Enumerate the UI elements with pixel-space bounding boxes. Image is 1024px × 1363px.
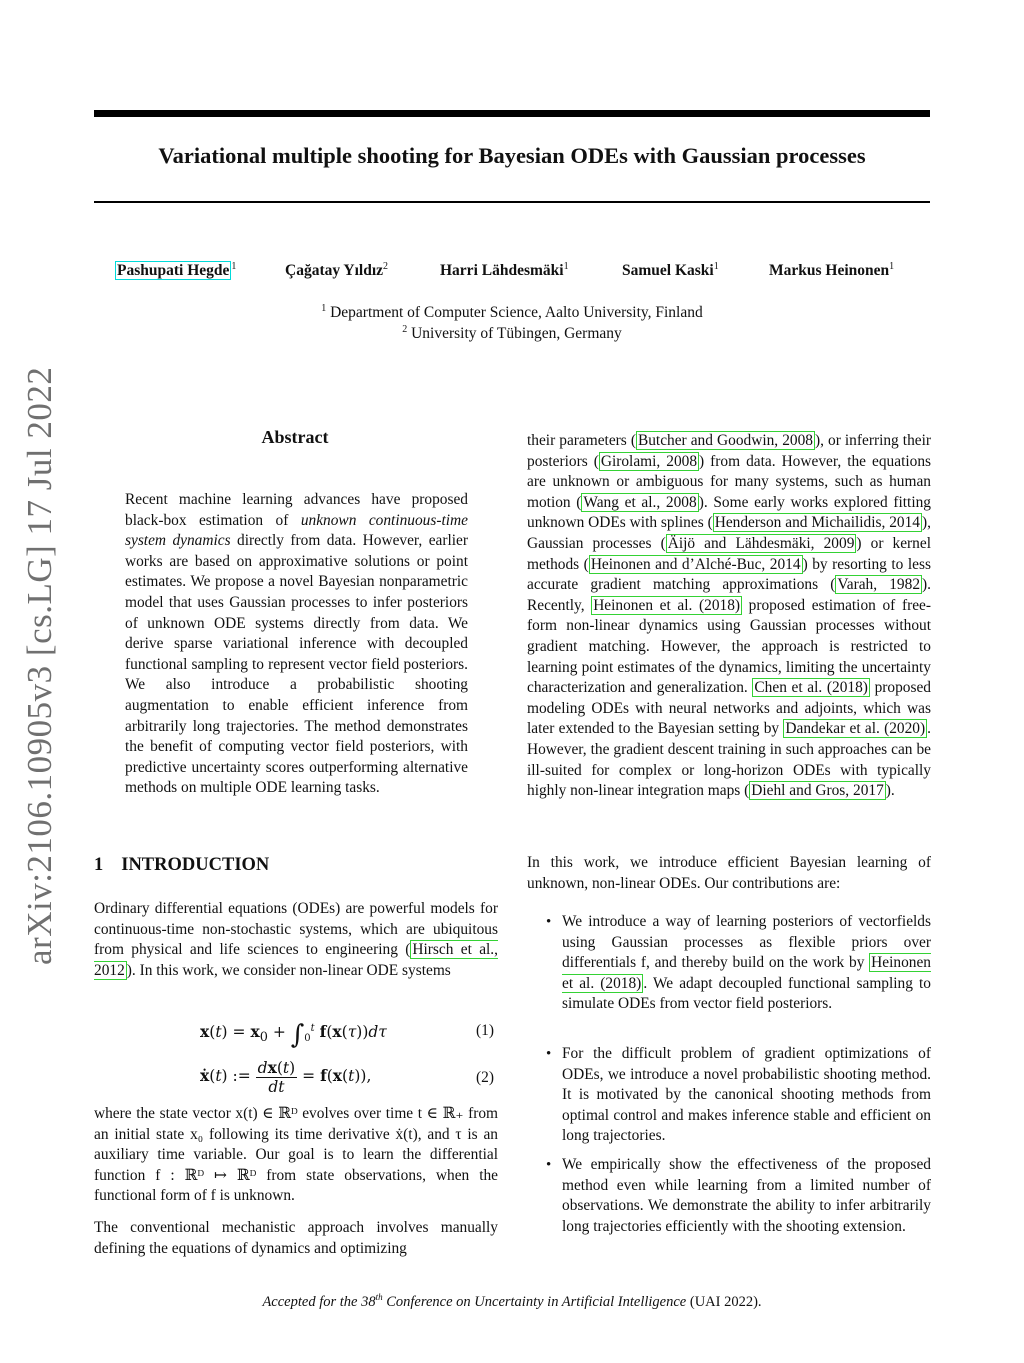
intro-paragraph-2: where the state vector x(t) ∈ ℝᴰ evolves over time t ∈ ℝ₊ from an initial state x₀ following its time derivative ẋ(t), and τ is an auxiliary time variable. Our goal is to learn the differential function f : ℝᴰ ↦ ℝᴰ from state observations, when the functional form of f is unknown. — [94, 1105, 498, 1205]
citation-link[interactable]: Varah, 1982 — [837, 576, 921, 594]
citation-link[interactable]: Dandekar et al. (2020) — [785, 720, 926, 738]
affiliation-2: $^2$ University of Tübingen, Germany — [402, 324, 622, 343]
citation-link[interactable]: Diehl and Gros, 2017 — [751, 782, 884, 800]
citation-link[interactable]: Wang et al., 2008 — [583, 493, 697, 511]
abstract-heading: Abstract — [261, 427, 329, 447]
citation-link[interactable]: Butcher and Goodwin, 2008 — [637, 432, 813, 449]
citation-link[interactable]: Heinonen et al. (2018) — [593, 596, 741, 614]
author-3: Harri Lähdesmäki$^1$ — [440, 261, 569, 280]
author-list — [94, 261, 930, 283]
citation-link[interactable]: Äijö and Lähdesmäki, 2009 — [667, 534, 855, 552]
contribution-bullet-3: We empirically show the effectiveness of the proposed method even while learning from a limited number of observations. We demonstrate the ability to infer arbitrarily long trajectories efficiently with the shooting extension. — [562, 1156, 931, 1235]
citation-link[interactable]: Hirsch et al., 2012 — [94, 941, 499, 979]
equation-2-number: (2) — [476, 1069, 494, 1086]
bullet-marker: • — [546, 914, 552, 930]
paper-title: Variational multiple shooting for Bayesian ODEs with Gaussian processes — [158, 143, 866, 168]
intro-paragraph-3: The conventional mechanistic approach involves manually defining the equations of dynamics and optimizing — [94, 1219, 498, 1257]
equation-1: $x(t) = x_0 + \int_0^t$ f(x(τ))dτ — [200, 1020, 387, 1050]
title-rule — [94, 201, 930, 203]
author-4: Samuel Kaski$^1$ — [622, 261, 719, 280]
bullet-marker: • — [546, 1046, 552, 1062]
author-link[interactable]: Pashupati Hegde — [117, 262, 230, 280]
citation-link[interactable]: Girolami, 2008 — [600, 452, 698, 470]
equation-2: ẋ(t) := $\frac{dx(t)}{dt}$ = f(x(t)), — [200, 1058, 372, 1096]
abstract-text: Recent machine learning advances have proposed black-box estimation of unknown continuous-time system dynamics directly from data. However, earlier works are based on approximative solutions or point estimates. We propose a novel Bayesian nonparametric model that uses Gaussian processes to infer posteriors of unknown ODE systems directly from data. We derive sparse variational inference with decoupled functional sampling to represent vector field posteriors. We also introduce a probabilistic shooting augmentation to enable efficient inference from arbitrarily long trajectories. The method demonstrates the benefit of computing vector field posteriors, with predictive uncertainty scores outperforming alternative methods on multiple ODE learning tasks. — [125, 491, 468, 797]
contribution-bullet-2: For the difficult problem of gradient optimizations of ODEs, we introduce a novel probabilistic shooting method. It is motivated by the canonical shooting methods from optimal control and makes inference stable and efficient on long trajectories. — [562, 1045, 931, 1145]
footer-note: Accepted for the 38th Conference on Uncertainty in Artificial Intelligence (UAI 2022). — [262, 1292, 762, 1310]
top-rule — [94, 110, 930, 117]
right-paragraph-1: their parameters ( Butcher and Goodwin, 2008 ), or inferring their posteriors ( Girolami, 2008 ) from data. However, the equations are unknown or ambiguous for many systems, such as human motion ( Wang et al., 2008 ). Some early works explored fitting unknown ODEs with splines ( Henderson and Michailidis, 2014 ), Gaussian processes ( Äijö and Lähdesmäki, 2009 ) or kernel methods ( Heinonen and d’Alché-Buc, 2014 ) by resorting to less accurate gradient matching approximations ( Varah, 1982 ). Recently, Heinonen et al. (2018) proposed estimation of free-form non-linear dynamics using Gaussian processes without gradient matching. However, the approach is restricted to learning point estimates of the dynamics, limiting the uncertainty characterization and generalization. Chen et al. (2018) proposed modeling ODEs with neural networks and adjoints, which was later extended to the Bayesian setting by Dandekar et al. (2020) . However, the gradient descent training in such approaches can be ill-suited for complex or long-horizon ODEs with typically highly non-linear integration maps ( Diehl and Gros, 2017 ). — [527, 432, 931, 800]
arxiv-stamp: arXiv:2106.10905v3 [cs.LG] 17 Jul 2022 — [20, 366, 59, 965]
contribution-bullet-1: We introduce a way of learning posteriors of vectorfields using Gaussian processes as flexible priors over differentials f, and thereby build on the work by Heinonen et al. (2018) . We adapt decoupled functional sampling to simulate ODEs from vector field posteriors. — [562, 913, 931, 1013]
author-1[interactable]: Pashupati Hegde $^1$ — [117, 261, 237, 280]
citation-link[interactable]: Henderson and Michailidis, 2014 — [714, 514, 920, 532]
equation-1-number: (1) — [476, 1022, 494, 1039]
bullet-marker: • — [546, 1157, 552, 1173]
intro-paragraph-1: Ordinary differential equations (ODEs) are powerful models for continuous-time non-stochastic systems, which are ubiquitous from physical and life sciences to engineering ( Hirsch et al., 2012 ). In this work, we consider non-linear ODE systems — [94, 900, 499, 979]
citation-link[interactable]: Heinonen et al. (2018) — [562, 954, 931, 992]
citation-link[interactable]: Chen et al. (2018) — [754, 679, 868, 697]
section-heading-intro: 1 INTRODUCTION — [94, 855, 270, 875]
right-paragraph-2: In this work, we introduce efficient Bayesian learning of unknown, non-linear ODEs. Our contributions are: — [527, 854, 931, 892]
affiliation-1: $^1$ Department of Computer Science, Aalto University, Finland — [321, 303, 703, 322]
citation-link[interactable]: Heinonen and d’Alché-Buc, 2014 — [590, 555, 801, 573]
author-2: Çağatay Yıldız$^2$ — [285, 261, 389, 280]
author-5: Markus Heinonen$^1$ — [769, 261, 895, 280]
